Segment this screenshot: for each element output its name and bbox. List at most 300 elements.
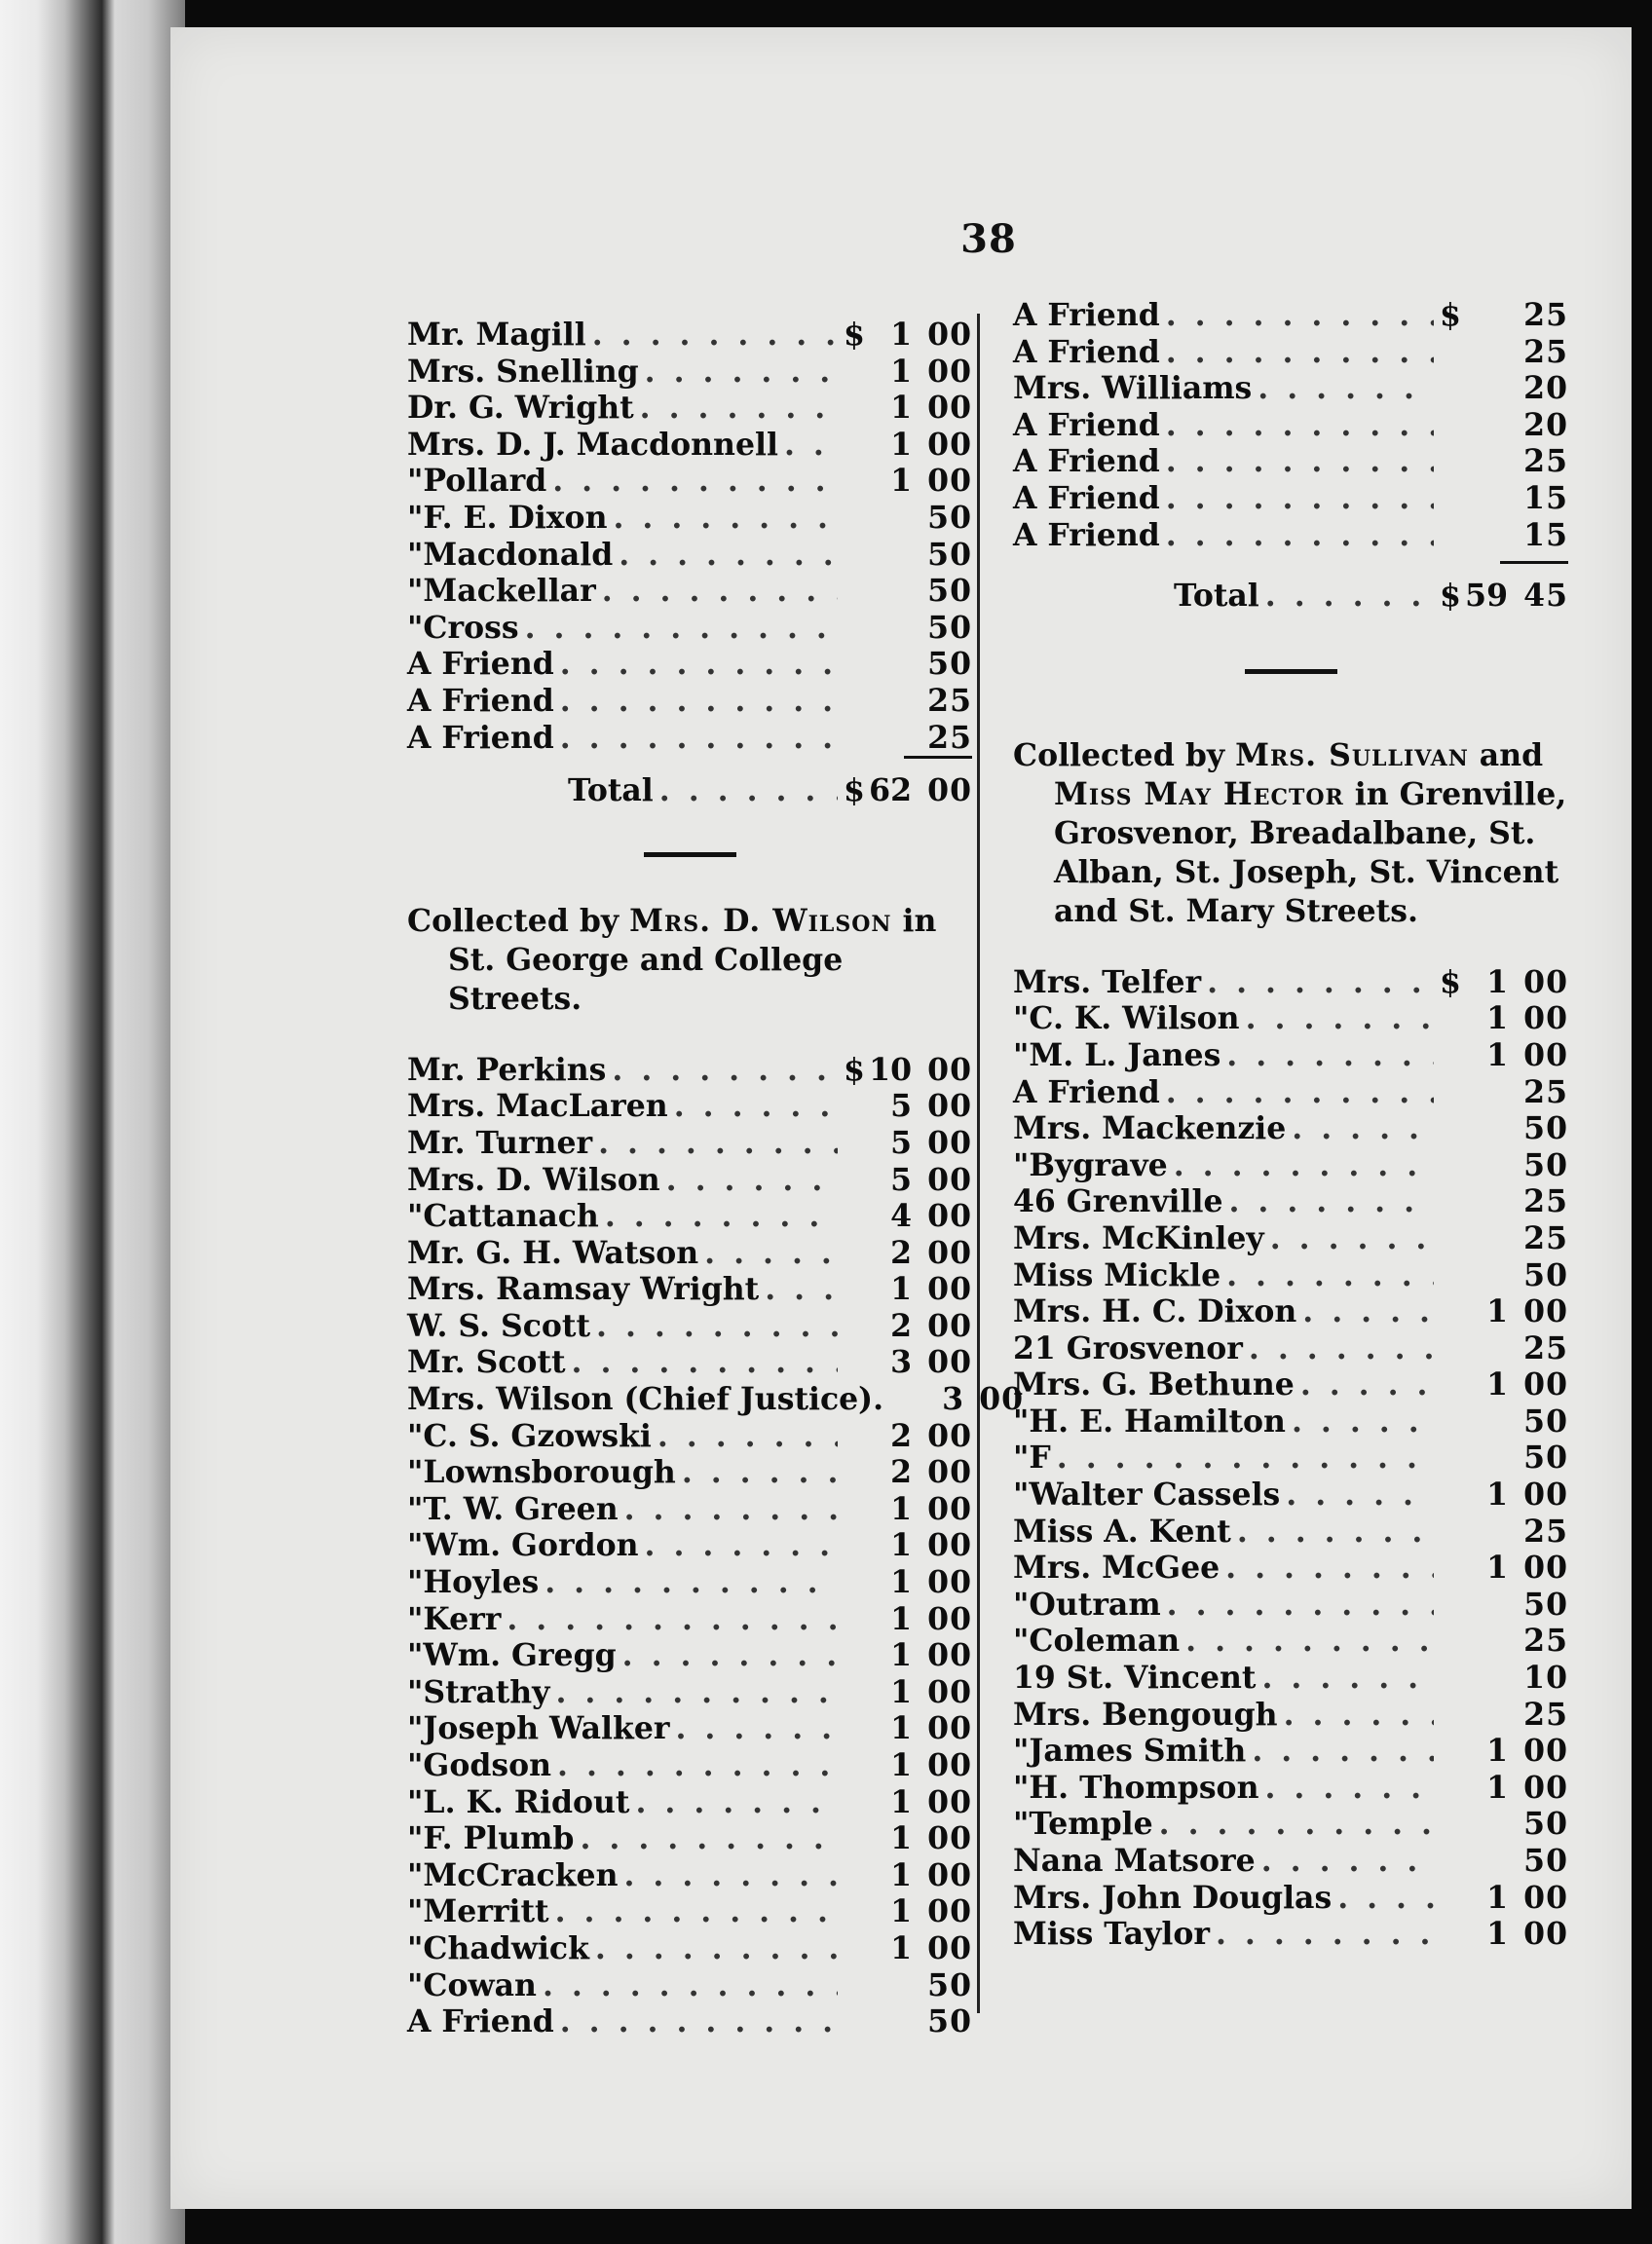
total-dollar-sign: $ (844, 772, 865, 809)
donor-row (407, 427, 972, 464)
collector-name: Mrs. D. Wilson (629, 902, 892, 939)
leader-dots (1286, 1477, 1434, 1514)
donor-name: Mrs. Bengough (1013, 1696, 1278, 1733)
ditto-mark: " (1013, 1402, 1030, 1440)
leader-dots (560, 2003, 838, 2040)
donor-name: Kerr (423, 1600, 502, 1637)
donor-name: Mrs. Mackenzie (1013, 1110, 1287, 1147)
donor-row (407, 1198, 972, 1235)
donor-row (407, 1637, 972, 1674)
ditto-mark: " (1013, 1733, 1030, 1770)
amount-dollars: 5 (890, 1088, 912, 1125)
amount-dollars: 1 (890, 1710, 912, 1747)
amount-cents: 00 (927, 1271, 972, 1308)
donor-name: Mrs. D. Wilson (407, 1161, 660, 1198)
amount-dollars: 1 (1486, 1366, 1508, 1403)
leader-dots (1229, 1183, 1435, 1220)
donor-row (1013, 1880, 1568, 1917)
amount-dollars: 1 (890, 1271, 912, 1308)
donor-row (407, 1162, 972, 1199)
amount-cents: 00 (927, 1088, 972, 1125)
left-donor-list-1 (407, 317, 972, 756)
ditto-mark: " (407, 1564, 424, 1601)
ditto-mark: " (1013, 1806, 1030, 1843)
amount-cents: 00 (927, 1820, 972, 1857)
total-rule (904, 756, 972, 759)
donor-name: 46 Grenville (1013, 1183, 1223, 1220)
amount-cents: 25 (1523, 1513, 1568, 1550)
donor-name: 19 St. Vincent (1013, 1660, 1257, 1697)
ditto-mark: " (407, 499, 424, 536)
donor-name: Merritt (423, 1893, 549, 1930)
left-total-row (407, 772, 972, 809)
donor-name: F. E. Dixon (423, 499, 608, 536)
amount-dollars: 1 (890, 426, 912, 463)
donor-name: Coleman (1029, 1623, 1181, 1660)
leader-dots (602, 573, 838, 610)
donor-name: Godson (423, 1747, 552, 1783)
amount-dollars: 1 (890, 1929, 912, 1966)
donor-row (1013, 370, 1568, 407)
amount-dollars: 1 (890, 1747, 912, 1783)
total-dollars: 59 (1465, 578, 1508, 615)
amount-cents: 25 (1523, 1623, 1568, 1660)
amount-cents: 00 (1523, 1916, 1568, 1953)
amount-dollars: 1 (890, 1820, 912, 1857)
leader-dots (560, 720, 838, 757)
donor-name: A Friend (407, 646, 554, 683)
donor-name: Mr. Perkins (407, 1051, 607, 1088)
amount-dollars: 1 (890, 1673, 912, 1710)
leader-dots (1226, 1037, 1434, 1074)
donor-name: A Friend (1013, 443, 1160, 480)
ditto-mark: " (407, 1747, 424, 1783)
donor-name: Mr. Turner (407, 1124, 593, 1161)
donor-row (407, 1454, 972, 1491)
leader-dots (704, 1235, 838, 1272)
leader-dots (543, 1967, 838, 2004)
ditto-mark: " (407, 1637, 424, 1674)
donor-row (1013, 297, 1568, 334)
amount-dollars: 5 (890, 1161, 912, 1198)
amount-cents: 50 (927, 499, 972, 536)
donor-row (1013, 1366, 1568, 1403)
donor-name: Cowan (423, 1966, 537, 2003)
donor-row (1013, 964, 1568, 1001)
heading-text: Collected by (1013, 736, 1236, 773)
leader-dots (635, 1784, 838, 1821)
donor-name: A Friend (1013, 333, 1160, 370)
amount-cents: 00 (927, 1710, 972, 1747)
amount-dollars: 1 (890, 317, 912, 353)
amount-cents: 00 (927, 317, 972, 353)
donor-name: A Friend (407, 719, 554, 756)
amount-dollars: 4 (890, 1198, 912, 1235)
column-divider (977, 314, 980, 2013)
amount-dollars: 5 (890, 1124, 912, 1161)
leader-dots (1261, 1660, 1434, 1697)
heading-text: Collected by (407, 902, 630, 939)
amount-cents: 00 (927, 1783, 972, 1820)
donor-name: Macdonald (423, 536, 614, 573)
donor-name: Mrs. H. C. Dixon (1013, 1293, 1297, 1330)
ditto-mark: " (1013, 1440, 1030, 1477)
donor-name: Mackellar (423, 573, 596, 610)
amount-cents: 25 (1523, 443, 1568, 480)
total-label: Total (568, 772, 654, 809)
ditto-mark: " (407, 1527, 424, 1564)
amount-dollars: 1 (1486, 1293, 1508, 1330)
leader-dots (619, 537, 838, 574)
amount-cents: 00 (927, 1417, 972, 1454)
leader-dots (645, 354, 838, 391)
donor-name: Dr. G. Wright (407, 390, 634, 427)
donor-name: Mrs. G. Bethune (1013, 1366, 1295, 1403)
leader-dots (592, 317, 838, 354)
amount-cents: 50 (927, 573, 972, 610)
amount-dollars: 1 (890, 463, 912, 500)
leader-dots (555, 1893, 838, 1930)
leader-dots (1166, 443, 1434, 480)
leader-dots (682, 1454, 838, 1491)
scan-book-edge (0, 0, 185, 2244)
amount-cents: 20 (1523, 370, 1568, 407)
leader-dots (1302, 1293, 1434, 1330)
amount-cents: 00 (927, 1344, 972, 1381)
donor-name: Hoyles (423, 1564, 540, 1601)
donor-name: C. S. Gzowski (423, 1417, 652, 1454)
amount-dollars: 1 (1486, 1000, 1508, 1037)
donor-row (1013, 1806, 1568, 1843)
donor-row (407, 683, 972, 720)
ditto-mark: " (407, 1600, 424, 1637)
amount-cents: 50 (1523, 1843, 1568, 1879)
donor-row (407, 1674, 972, 1711)
donor-row (407, 1893, 972, 1930)
donor-row (407, 1930, 972, 1967)
donor-row (407, 1271, 972, 1308)
amount-cents: 50 (1523, 1402, 1568, 1440)
leader-dots (1265, 578, 1434, 615)
donor-name: Mr. Scott (407, 1344, 566, 1381)
leader-dots (1216, 1916, 1434, 1953)
leader-dots (560, 683, 838, 720)
leader-dots (1300, 1366, 1434, 1403)
amount-cents: 00 (927, 353, 972, 390)
leader-dots (572, 1344, 838, 1381)
donor-row (407, 1784, 972, 1821)
collection-heading (1013, 736, 1568, 931)
leader-dots (1166, 334, 1434, 371)
amount-cents: 00 (979, 1381, 1025, 1418)
amount-dollars: 3 (942, 1381, 964, 1418)
amount-cents: 00 (927, 1856, 972, 1893)
donor-row (407, 317, 972, 354)
leader-dots (1237, 1514, 1434, 1551)
amount-cents: 00 (927, 390, 972, 427)
donor-row (1013, 1514, 1568, 1551)
heading-text: in Grenville, Grosvenor, Breadalbane, St. Alban, St. Joseph, St. Vincent and St. Mary Streets. (1054, 775, 1567, 929)
amount-cents: 00 (1523, 1550, 1568, 1587)
amount-cents: 00 (927, 1161, 972, 1198)
amount-cents: 00 (927, 1747, 972, 1783)
donor-row (407, 720, 972, 757)
leader-dots (1166, 297, 1434, 334)
leader-dots (1246, 1000, 1434, 1037)
amount-cents: 00 (1523, 1477, 1568, 1514)
donor-name: L. K. Ridout (423, 1783, 630, 1820)
donor-row (407, 573, 972, 610)
donor-row (1013, 1110, 1568, 1147)
donor-row (407, 1747, 972, 1784)
leader-dots (612, 1052, 838, 1089)
ditto-mark: " (407, 1966, 424, 2003)
donor-name: 21 Grosvenor (1013, 1329, 1243, 1366)
donor-row (1013, 480, 1568, 517)
dollar-sign: $ (1440, 297, 1461, 333)
donor-row (407, 1710, 972, 1747)
amount-dollars: 1 (1486, 1036, 1508, 1073)
total-rule (1500, 561, 1568, 564)
donor-name: Cattanach (423, 1198, 599, 1235)
amount-dollars: 1 (1486, 963, 1508, 1000)
amount-cents: 00 (927, 1637, 972, 1674)
donor-name: H. E. Hamilton (1029, 1402, 1286, 1440)
amount-cents: 50 (1523, 1110, 1568, 1147)
donor-row (1013, 1220, 1568, 1257)
amount-cents: 00 (927, 426, 972, 463)
leader-dots (1252, 1733, 1434, 1770)
leader-dots (595, 1930, 838, 1967)
donor-name: Cross (423, 609, 519, 646)
donor-row (407, 1125, 972, 1162)
heading-text: in St. George and College Streets. (448, 902, 937, 1017)
donor-row (407, 1601, 972, 1638)
dollar-sign: $ (844, 317, 865, 353)
donor-row (1013, 1037, 1568, 1074)
donor-name: A Friend (1013, 406, 1160, 443)
leader-dots (640, 390, 838, 427)
donor-row (407, 537, 972, 574)
ditto-mark: " (407, 1820, 424, 1857)
leader-dots (1284, 1697, 1434, 1734)
page-number: 38 (960, 216, 1017, 262)
leader-dots (596, 1308, 838, 1345)
leader-dots (555, 1674, 838, 1711)
leader-dots (1225, 1550, 1434, 1587)
amount-dollars: 1 (1486, 1916, 1508, 1953)
donor-name: Mrs. D. J. Macdonnell (407, 426, 778, 463)
amount-cents: 50 (1523, 1586, 1568, 1623)
ditto-mark: " (407, 1417, 424, 1454)
ditto-mark: " (407, 1783, 424, 1820)
donor-name: McCracken (423, 1856, 619, 1893)
amount-dollars: 1 (890, 1856, 912, 1893)
amount-dollars: 1 (890, 390, 912, 427)
amount-dollars: 2 (890, 1454, 912, 1491)
donor-row (1013, 1697, 1568, 1734)
leader-dots (552, 463, 838, 500)
amount-cents: 00 (1523, 1293, 1568, 1330)
amount-dollars: 3 (890, 1344, 912, 1381)
amount-dollars: 1 (890, 353, 912, 390)
leader-dots (1167, 1587, 1434, 1624)
donor-name: Walter Cassels (1029, 1477, 1281, 1514)
donor-row (1013, 517, 1568, 554)
ditto-mark: " (1013, 1586, 1030, 1623)
leader-dots (675, 1710, 838, 1747)
donor-row (407, 2003, 972, 2040)
amount-cents: 00 (1523, 1036, 1568, 1073)
ditto-mark: " (407, 573, 424, 610)
leader-dots (1057, 1440, 1434, 1477)
leader-dots (1337, 1880, 1434, 1917)
amount-cents: 00 (927, 1564, 972, 1601)
leader-dots (624, 1857, 839, 1894)
amount-cents: 00 (927, 1893, 972, 1930)
leader-dots (765, 1271, 838, 1308)
donor-row (1013, 407, 1568, 444)
donor-row (407, 463, 972, 500)
left-donor-list-2 (407, 1051, 1025, 2040)
amount-dollars: 1 (890, 1564, 912, 1601)
donor-row (407, 1967, 972, 2004)
donor-row (1013, 1587, 1568, 1624)
dollar-sign: $ (1440, 963, 1461, 1000)
amount-cents: 00 (927, 1490, 972, 1527)
donor-row (1013, 1660, 1568, 1697)
dollar-sign: $ (844, 1051, 865, 1088)
amount-cents: 50 (1523, 1440, 1568, 1477)
leader-dots (1226, 1257, 1434, 1294)
leader-dots (784, 427, 838, 464)
donor-name: A Friend (407, 2003, 554, 2040)
donor-name: James Smith (1029, 1733, 1247, 1770)
amount-cents: 00 (1523, 1879, 1568, 1916)
ditto-mark: " (407, 1929, 424, 1966)
donor-row (407, 1052, 972, 1089)
donor-name: Mrs. Telfer (1013, 963, 1202, 1000)
amount-cents: 00 (927, 1051, 972, 1088)
donor-row (407, 354, 972, 391)
donor-name: A Friend (1013, 479, 1160, 516)
donor-name: M. L. Janes (1029, 1036, 1221, 1073)
donor-row (1013, 1000, 1568, 1037)
donor-row (1013, 1440, 1568, 1477)
donor-row (1013, 334, 1568, 371)
leader-dots (1292, 1110, 1434, 1147)
donor-name: Strathy (423, 1673, 550, 1710)
leader-dots (624, 1491, 838, 1528)
leader-dots (525, 610, 838, 647)
amount-cents: 10 (1523, 1660, 1568, 1697)
amount-cents: 50 (1523, 1256, 1568, 1293)
section-separator (1245, 669, 1337, 674)
amount-cents: 25 (1523, 1696, 1568, 1733)
amount-cents: 50 (927, 1966, 972, 2003)
donor-row (1013, 1257, 1568, 1294)
total-cents: 00 (927, 772, 972, 809)
collection-heading (407, 902, 972, 1019)
amount-cents: 00 (1523, 963, 1568, 1000)
donor-name: Mrs. Williams (1013, 370, 1253, 407)
right-donor-list-1 (1013, 297, 1568, 553)
donor-name: Mr. Magill (407, 317, 586, 353)
donor-name: Mrs. MacLaren (407, 1088, 668, 1125)
ditto-mark: " (407, 536, 424, 573)
leader-dots (1159, 1806, 1434, 1843)
amount-dollars: 10 (869, 1051, 912, 1088)
ditto-mark: " (1013, 1146, 1030, 1183)
amount-dollars: 1 (1486, 1879, 1508, 1916)
amount-cents: 15 (1523, 516, 1568, 553)
amount-cents: 25 (927, 719, 972, 756)
donor-name: T. W. Green (423, 1490, 619, 1527)
donor-row (407, 1527, 972, 1564)
left-column (407, 317, 1025, 2040)
donor-name: Mrs. Wilson (Chief Justice). (407, 1381, 884, 1418)
amount-cents: 25 (1523, 1073, 1568, 1110)
amount-cents: 25 (927, 682, 972, 719)
donor-row (407, 1857, 972, 1894)
amount-cents: 50 (1523, 1806, 1568, 1843)
donor-row (407, 1418, 972, 1455)
leader-dots (605, 1198, 838, 1235)
collector-name: Mrs. Sullivan (1235, 736, 1469, 773)
donor-row (407, 646, 972, 683)
amount-cents: 00 (927, 1307, 972, 1344)
ditto-mark: " (1013, 1623, 1030, 1660)
donor-row (1013, 1477, 1568, 1514)
amount-cents: 00 (927, 1600, 972, 1637)
leader-dots (1174, 1147, 1434, 1184)
donor-row (1013, 1916, 1568, 1953)
amount-dollars: 1 (890, 1893, 912, 1930)
amount-cents: 00 (927, 1124, 972, 1161)
leader-dots (657, 1418, 838, 1455)
ditto-mark: " (1013, 1036, 1030, 1073)
donor-name: Mrs. McGee (1013, 1550, 1220, 1587)
leader-dots (580, 1820, 838, 1857)
donor-row (1013, 1623, 1568, 1660)
amount-cents: 25 (1523, 297, 1568, 333)
leader-dots (560, 646, 838, 683)
donor-name: Mrs. Ramsay Wright (407, 1271, 760, 1308)
donor-row (407, 1381, 1025, 1418)
donor-name: H. Thompson (1029, 1769, 1259, 1806)
donor-name: F. Plumb (423, 1820, 575, 1857)
donor-row (1013, 1550, 1568, 1587)
donor-row (1013, 1770, 1568, 1807)
amount-cents: 25 (1523, 1183, 1568, 1220)
donor-row (1013, 1183, 1568, 1220)
donor-name: Miss A. Kent (1013, 1513, 1231, 1550)
amount-dollars: 1 (890, 1783, 912, 1820)
total-dollar-sign: $ (1440, 578, 1461, 615)
donor-name: Chadwick (423, 1929, 589, 1966)
donor-row (407, 1235, 972, 1272)
donor-row (407, 1491, 972, 1528)
right-total-row (1013, 578, 1568, 615)
donor-name: W. S. Scott (407, 1307, 591, 1344)
leader-dots (557, 1747, 838, 1784)
amount-cents: 50 (927, 536, 972, 573)
ditto-mark: " (407, 609, 424, 646)
donor-name: C. K. Wilson (1029, 1000, 1240, 1037)
leader-dots (598, 1125, 838, 1162)
total-cents: 45 (1523, 578, 1568, 615)
leader-dots (1258, 370, 1434, 407)
